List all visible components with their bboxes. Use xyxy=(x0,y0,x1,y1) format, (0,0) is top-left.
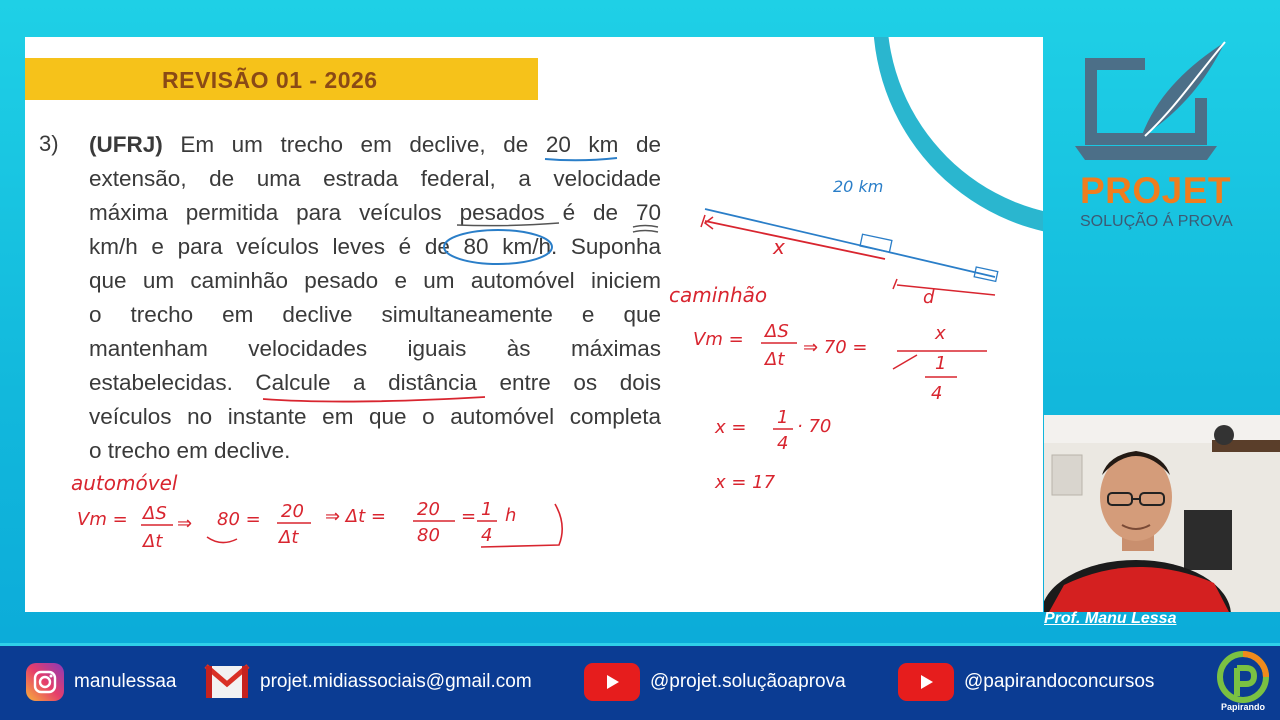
instagram-handle: manulessaa xyxy=(74,671,177,692)
youtube-icon xyxy=(898,663,954,701)
slide-panel xyxy=(25,37,1043,612)
slide-title-bar xyxy=(25,58,538,100)
svg-text:1: 1 xyxy=(935,353,947,374)
instagram-link[interactable] xyxy=(26,660,176,704)
svg-text:80 =: 80 = xyxy=(217,509,261,530)
svg-text:20: 20 xyxy=(281,501,304,522)
question-line: extensão, de uma estrada federal, a velocidade xyxy=(89,166,661,191)
svg-text:Δt: Δt xyxy=(143,531,163,552)
handwriting-x-label: x xyxy=(773,235,785,259)
svg-text:Vm =: Vm = xyxy=(693,329,744,350)
youtube-handle-papirando: @papirandoconcursos xyxy=(964,671,1155,692)
question-line: estabelecidas. Calcule a distância entre os dois xyxy=(89,370,661,395)
brand-name: PROJET xyxy=(1080,170,1232,211)
svg-text:4: 4 xyxy=(777,433,789,454)
svg-text:ΔS: ΔS xyxy=(765,321,789,342)
svg-text:1: 1 xyxy=(777,407,789,428)
slide-title: REVISÃO 01 - 2026 xyxy=(162,67,378,93)
question-line: o trecho em declive. xyxy=(89,438,291,463)
svg-text:· 70: · 70 xyxy=(797,416,832,437)
brand-tagline: SOLUÇÃO Á PROVA xyxy=(1080,213,1233,230)
question-line: km/h e para veículos leves é de 80 km/h. Suponha xyxy=(89,234,661,259)
svg-text:x: x xyxy=(935,323,946,344)
svg-text:⇒ 70 =: ⇒ 70 = xyxy=(803,337,868,358)
question-line: o trecho em declive simultaneamente e que xyxy=(89,302,661,327)
question-line: máxima permitida para veículos pesados é de 70 xyxy=(89,200,661,225)
svg-text:Δt: Δt xyxy=(765,349,785,370)
question-text xyxy=(89,128,661,468)
svg-text:=: = xyxy=(461,506,477,527)
handwriting-automovel-label: automóvel xyxy=(71,471,178,495)
instagram-icon xyxy=(26,663,64,701)
youtube-handle-projet: @projet.soluçãoaprova xyxy=(650,671,846,692)
question-line: que um caminhão pesado e um automóvel iniciem xyxy=(89,268,661,293)
question-line: veículos no instante em que o automóvel completa xyxy=(89,404,661,429)
svg-text:1: 1 xyxy=(481,499,493,520)
svg-text:⇒: ⇒ xyxy=(177,513,193,534)
svg-text:x = 17: x = 17 xyxy=(715,472,776,493)
svg-text:Vm =: Vm = xyxy=(77,509,128,530)
svg-text:x =: x = xyxy=(715,417,747,438)
svg-text:4: 4 xyxy=(481,525,493,546)
youtube-link-projet[interactable] xyxy=(584,660,846,704)
question-source: (UFRJ) xyxy=(89,132,163,157)
svg-text:80: 80 xyxy=(417,525,440,546)
youtube-icon xyxy=(584,663,640,701)
question-line: mantenham velocidades iguais às máximas xyxy=(89,336,661,361)
gmail-icon xyxy=(204,662,250,702)
svg-text:Δt: Δt xyxy=(279,527,299,548)
question-line: (UFRJ) Em um trecho em declive, de 20 km de xyxy=(89,132,661,157)
handwriting-d-label: d xyxy=(923,287,935,308)
question-number: 3) xyxy=(39,131,59,156)
papirando-label: Papirando xyxy=(1220,702,1265,712)
svg-text:ΔS: ΔS xyxy=(143,503,167,524)
youtube-link-papirando[interactable] xyxy=(898,660,1154,704)
svg-text:20: 20 xyxy=(417,499,440,520)
svg-text:h: h xyxy=(505,505,517,526)
svg-text:⇒ Δt =: ⇒ Δt = xyxy=(325,506,386,527)
email-address: projet.midiassociais@gmail.com xyxy=(260,671,532,692)
presenter-webcam xyxy=(1044,415,1280,612)
handwriting-distance-label: 20 km xyxy=(833,177,884,196)
svg-text:4: 4 xyxy=(931,383,943,404)
email-link[interactable] xyxy=(204,660,532,704)
presenter-name: Prof. Manu Lessa xyxy=(1044,610,1177,627)
handwriting-caminhao-label: caminhão xyxy=(669,283,768,307)
